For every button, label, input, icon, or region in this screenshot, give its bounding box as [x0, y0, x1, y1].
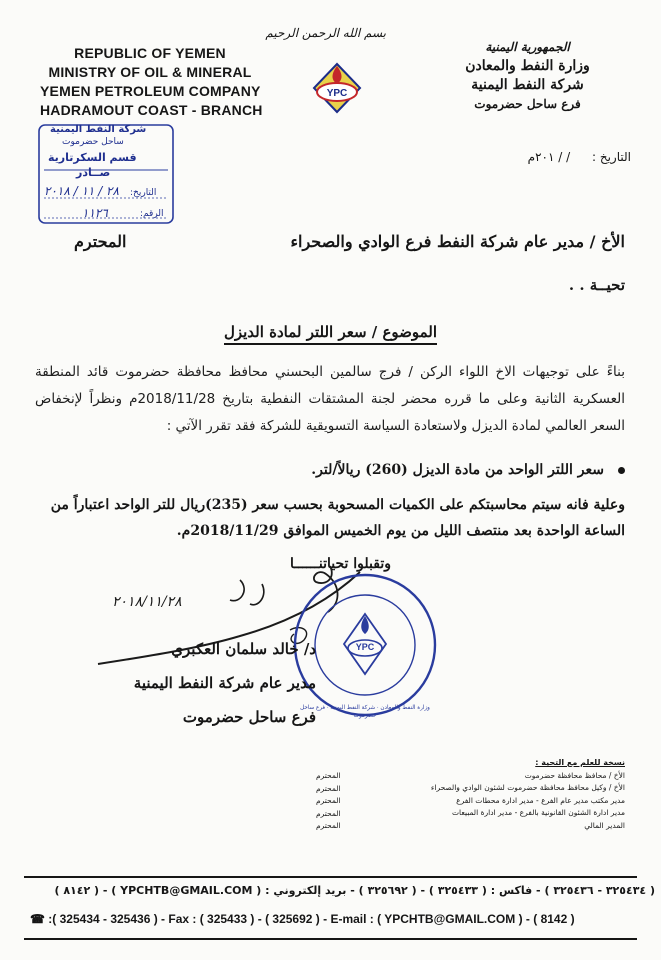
copies-honorifics	[316, 770, 341, 833]
signature-date: ٢٠١٨/١١/٢٨	[112, 594, 182, 610]
body-paragraph: بناءً على توجيهات الاخ اللواء الركن / فرج سالمين البحسني محافظ محافظة حضرموت قائد المنطقة العسكرية الثانية وعلى ما قرره محضر لجنة المشتقات النفطية بتاريخ 2018/11/28م ونظراً لإنخفاض السعر العالمي لمادة الديزل ولاستعادة السياسة التسويقية للشركة فقد تقرر الآتي :	[35, 364, 625, 434]
footer-bottom-divider	[24, 938, 637, 940]
billing-paragraph: وعلية فانه سيتم محاسبتكم على الكميات المسحوبة بحسب سعر (235)ريال للتر الواحد اعتباراً من الساعة الواحدة بعد منتصف الليل من يوم الخميس الموافق 2018/11/29م.	[50, 497, 625, 539]
list-item-honorific: المحترم	[316, 808, 341, 818]
decision-text: سعر اللتر الواحد من مادة الديزل (260) ريالاً/لتر.	[311, 462, 604, 478]
ministry-name: MINISTRY OF OIL & MINERAL	[48, 64, 252, 80]
country-name: REPUBLIC OF YEMEN	[74, 45, 226, 61]
list-item-honorific: المحترم	[316, 796, 341, 805]
copies-heading: نسخة للعلم مع التحية :	[535, 758, 625, 767]
copies-list	[431, 757, 625, 832]
list-item-honorific: المحترم	[316, 821, 341, 830]
closing-line: وتقبلوا تحياتنــــــا	[289, 556, 391, 572]
country-name-ar: الجمهورية اليمنية	[485, 40, 570, 54]
list-item: المدير المالي	[584, 820, 625, 830]
addressee: الأخ / مدير عام شركة النفط فرع الوادي والصحراء	[290, 232, 625, 251]
stamp-date-label: التاريخ:	[130, 188, 157, 198]
signatory-name: د/ خالد سلمان العكبري	[171, 640, 316, 658]
bullet-dot-icon	[618, 467, 625, 474]
stamp-branch: ساحل حضرموت	[62, 137, 124, 147]
list-item: مدير ادارة الشئون القانونية بالفرع - مدير ادارة المبيعات	[451, 808, 625, 817]
footer-contact-english	[30, 912, 658, 926]
round-stamp-ring-text: وزارة النفط والمعادن · شركة النفط اليمنية · فرع ساحل حضرموت	[300, 705, 430, 719]
list-item: الأخ / محافظ محافظة حضرموت	[524, 770, 625, 780]
list-item-honorific: المحترم	[316, 783, 341, 793]
stamp-date-value: ٢٨ / ١١ / ٢٠١٨	[44, 184, 119, 198]
stamp-ref-value: ١١٢٦	[82, 206, 108, 220]
branch-name: HADRAMOUT COAST - BRANCH	[40, 102, 263, 118]
letterhead-arabic	[420, 38, 635, 114]
subject-text: الموضوع / سعر اللتر لمادة الديزل	[224, 323, 437, 345]
stamp-company: شركة النفط اليمنية	[50, 124, 147, 135]
decision-bullet	[311, 462, 625, 478]
signatory-title: مدير عام شركة النفط اليمنية	[133, 674, 316, 692]
date-template: / / ٢٠١م	[527, 150, 571, 164]
signatory-block	[134, 632, 316, 734]
footer-english-text: :( 325434 - 325436 ) - Fax : ( 325433 ) - ( 325692 ) - E-mail : ( YPCHTB@GMAIL.COM ) - ( 8142 )	[48, 912, 575, 926]
round-stamp-center: YPC	[355, 642, 375, 652]
branch-name-ar: فرع ساحل حضرموت	[474, 97, 581, 111]
date-label: التاريخ :	[591, 150, 631, 164]
subject-line	[0, 323, 661, 341]
ypc-logo-icon	[302, 58, 372, 116]
signatory-branch: فرع ساحل حضرموت	[182, 708, 316, 726]
letterhead-english	[40, 44, 263, 120]
footer-contact-arabic	[30, 884, 655, 897]
list-item: مدير مكتب مدير عام الفرع - مدير ادارة محطات الفرع	[456, 795, 625, 805]
list-item-honorific: المحترم	[316, 771, 341, 780]
company-name-ar: شركة النفط اليمنية	[471, 77, 584, 93]
footer-arabic-text: ( ٣٢٥٤٣٤ - ٣٢٥٤٣٦ ) - فاكس : ( ٣٢٥٤٣٣ ) - ( ٣٢٥٦٩٢ ) - بريد إلكتروني : ( YPCHTB@GMAIL.COM ) - ( ٨١٤٢ )	[54, 884, 655, 897]
date-line	[510, 150, 631, 164]
logo-text: YPC	[326, 88, 348, 99]
company-name: YEMEN PETROLEUM COMPANY	[40, 83, 261, 99]
basmala: بسم الله الرحمن الرحيم	[265, 26, 386, 40]
phone-icon: ☎	[30, 912, 45, 926]
stamp-department: قسم السكرتارية	[48, 151, 137, 164]
stamp-outgoing: صــادر	[76, 166, 111, 179]
list-item: الأخ / وكيل محافظ محافظة حضرموت لشئون الوادي والصحراء	[430, 783, 625, 792]
addressee-honorific: المحترم	[74, 232, 127, 251]
footer-divider	[24, 876, 637, 878]
ministry-name-ar: وزارة النفط والمعادن	[465, 58, 590, 74]
greeting: تحيــة . .	[568, 276, 625, 294]
stamp-ref-label: الرقم:	[140, 209, 164, 219]
